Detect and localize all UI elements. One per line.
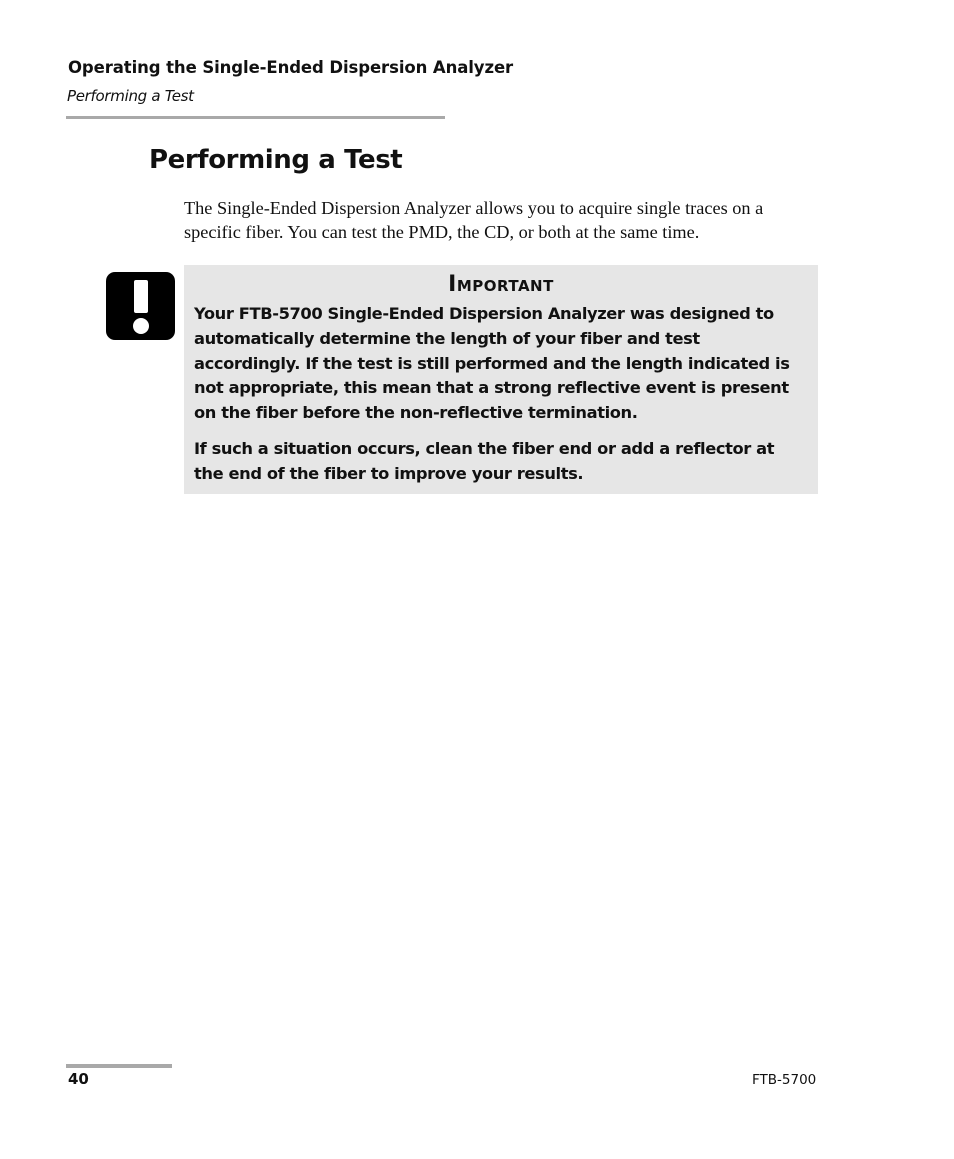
header-divider (66, 116, 445, 119)
important-notice (184, 265, 818, 494)
notice-title: Important (448, 272, 554, 297)
intro-paragraph: The Single-Ended Dispersion Analyzer allows you to acquire single traces on a specific fiber. You can test the PMD, the CD, or both at the same time. (184, 198, 764, 242)
chapter-title: Operating the Single-Ended Dispersion Analyzer (68, 58, 514, 77)
section-subtitle: Performing a Test (67, 87, 194, 105)
exclamation-dot (133, 318, 149, 334)
footer-divider (66, 1064, 172, 1068)
page-number: 40 (68, 1070, 89, 1088)
exclamation-icon (106, 272, 175, 340)
page-title: Performing a Test (149, 145, 403, 175)
product-name: FTB-5700 (752, 1072, 817, 1088)
notice-paragraph: If such a situation occurs, clean the fiber end or add a reflector at the end of the fiber to improve your results. (194, 438, 775, 483)
exclamation-bar (134, 280, 148, 313)
notice-paragraph: Your FTB-5700 Single-Ended Dispersion Analyzer was designed to automatically determine the length of your fiber and test accordingly. If the test is still performed and the length indicated is not appropriate, this mean that a strong reflective event is present on the fiber before the non-reflective termination. (194, 304, 790, 423)
